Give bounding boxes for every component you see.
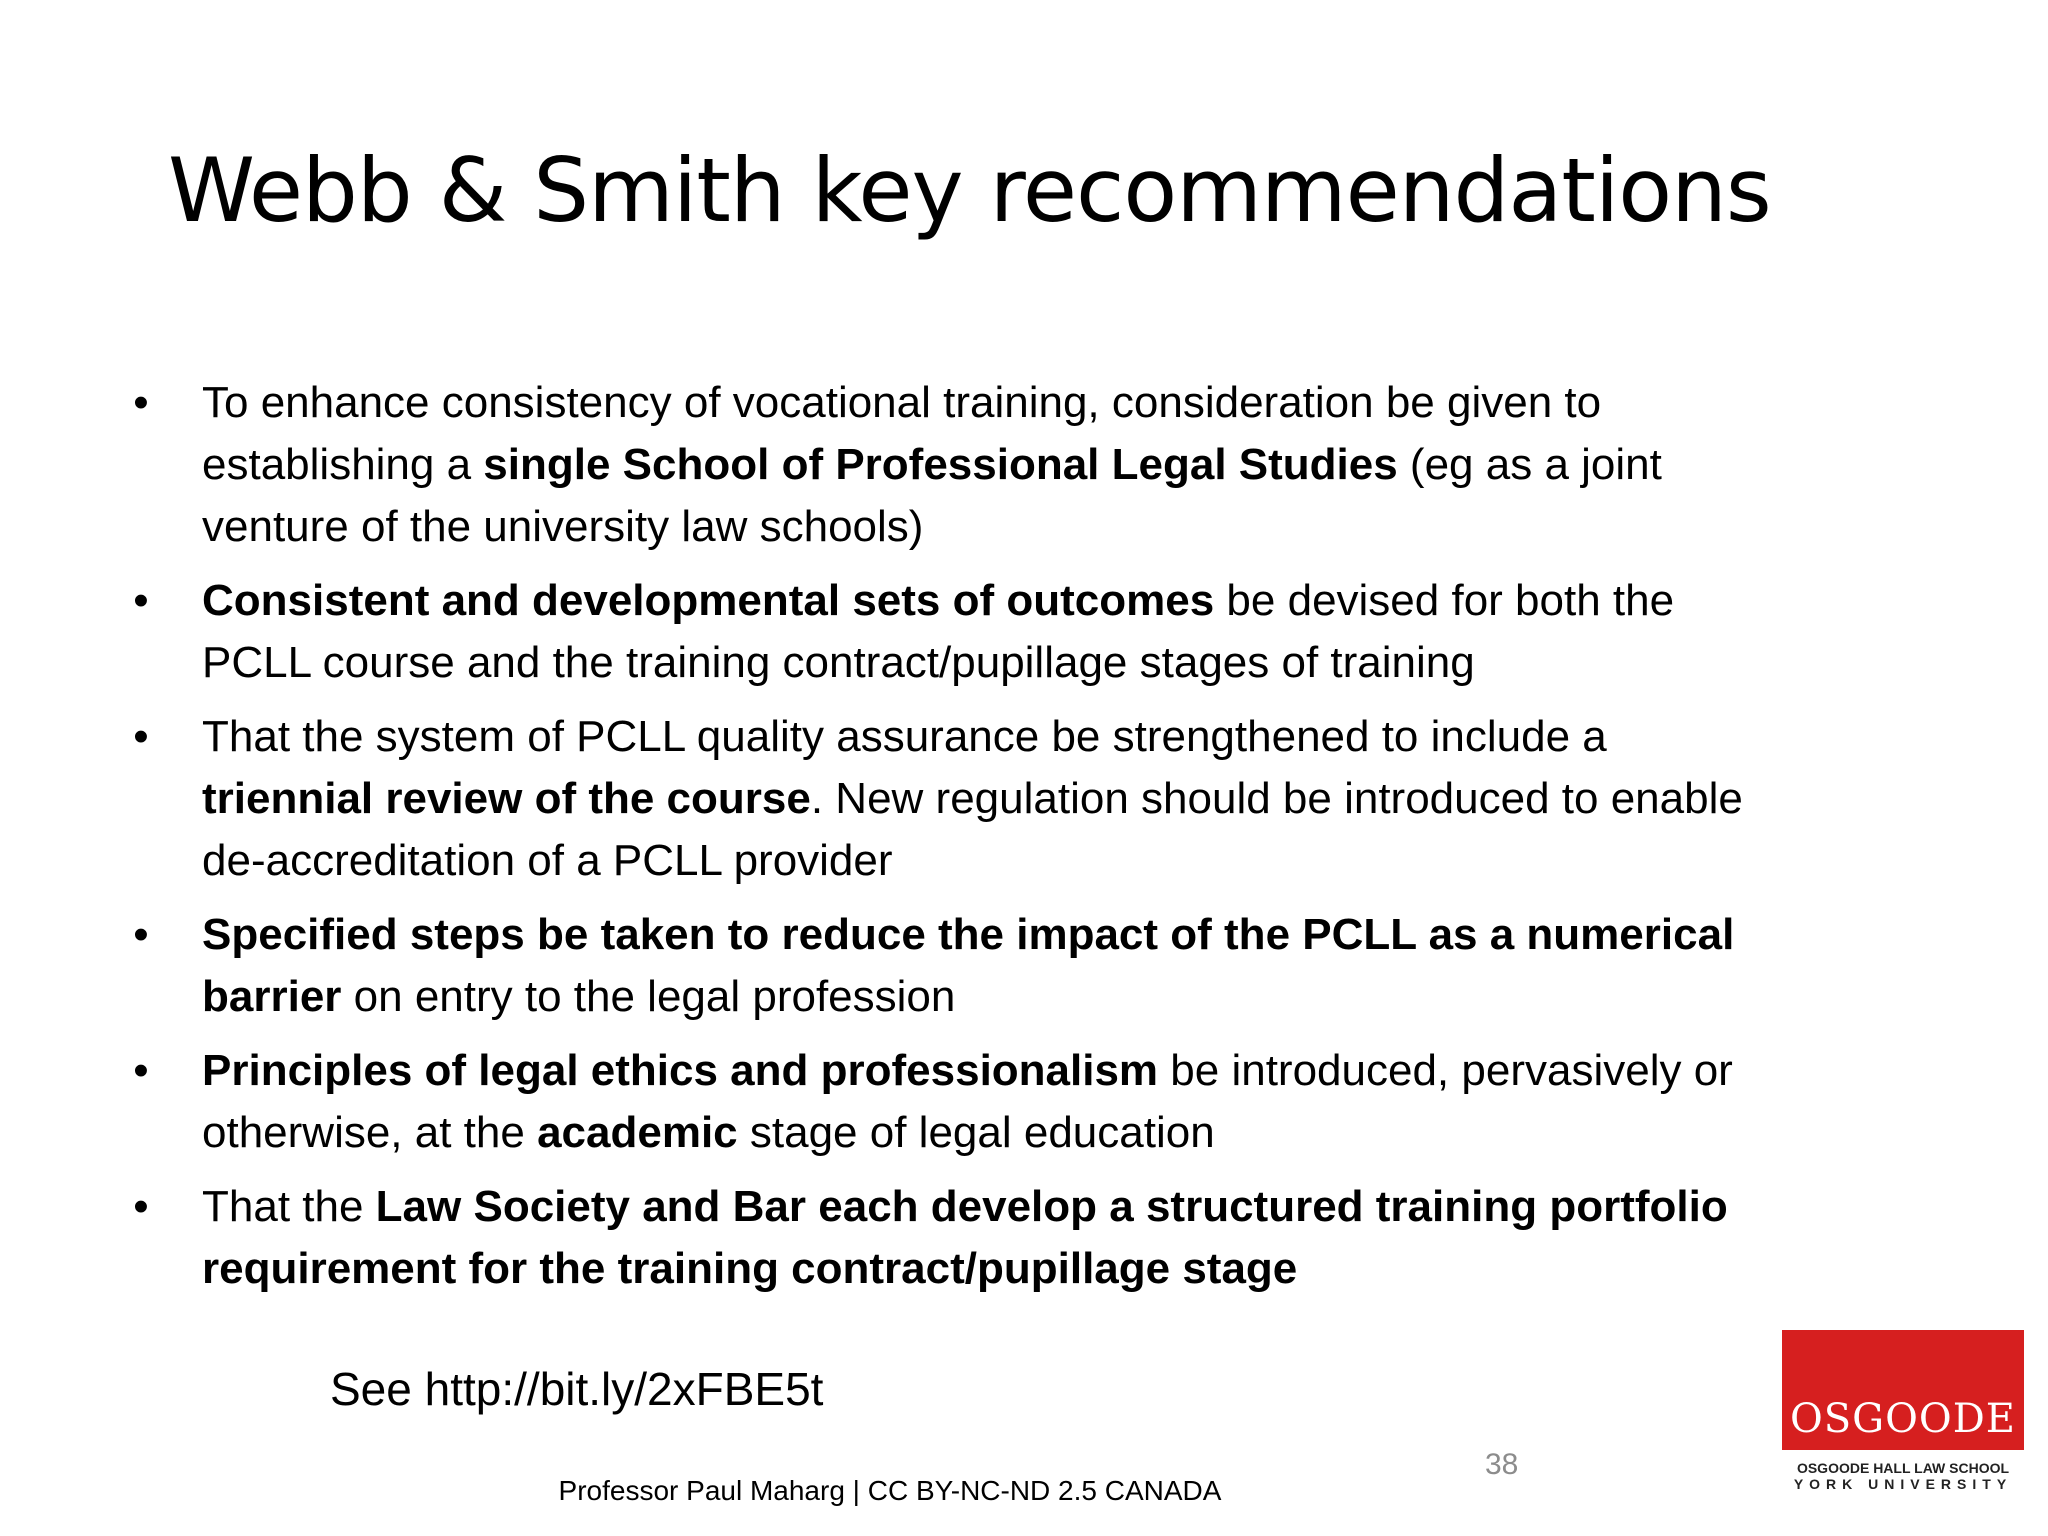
bullet-text: That the system of PCLL quality assurance be strengthened to include a xyxy=(202,712,1607,761)
bullet-bold-text: Consistent and developmental sets of outcomes xyxy=(202,576,1215,625)
bullet-bold-text: Principles of legal ethics and professionalism xyxy=(202,1046,1159,1095)
see-link-text: See http://bit.ly/2xFBE5t xyxy=(330,1363,824,1415)
bullet-text: be devised for both the PCLL course and the training contract/pupillage stages of training xyxy=(202,576,1675,687)
bullet-text: be introduced, pervasively or otherwise, at the xyxy=(202,1046,1733,1157)
footer-credit: Professor Paul Maharg | CC BY-NC-ND 2.5 CANADA xyxy=(558,1475,1222,1506)
bullet-bold-text: Specified steps be taken to reduce the impact of the PCLL as a numerical barrier xyxy=(202,910,1735,1021)
logo-university-name: YORK UNIVERSITY xyxy=(1793,1476,2013,1492)
osgoode-logo xyxy=(1782,1330,2024,1512)
logo-red-box xyxy=(1782,1330,2024,1450)
bullet-item xyxy=(120,904,1760,1028)
bullet-text: . New regulation should be introduced to enable de-accreditation of a PCLL provider xyxy=(202,774,1743,885)
bullet-dot-icon: • xyxy=(133,1046,149,1095)
slide-title: Webb & Smith key recommendations xyxy=(168,139,1771,242)
bullet-dot-icon: • xyxy=(133,1182,149,1231)
bullet-bold-text: Law Society and Bar each develop a structured training portfolio requirement for the training contract/pupillage stage xyxy=(202,1182,1728,1293)
bullet-text: on entry to the legal profession xyxy=(341,972,956,1021)
bullet-dot-icon: • xyxy=(133,712,149,761)
bullet-text: That the xyxy=(202,1182,376,1231)
bullet-item xyxy=(120,1176,1760,1300)
bullet-bold-text: triennial review of the course xyxy=(202,774,811,823)
bullet-dot-icon: • xyxy=(133,576,149,625)
bullet-text: (eg as a joint venture of the university law schools) xyxy=(202,440,1662,551)
bullet-item xyxy=(120,706,1760,892)
bullet-dot-icon: • xyxy=(133,378,149,427)
bullet-text: To enhance consistency of vocational training, consideration be given to establishing a xyxy=(202,378,1602,489)
bullet-item xyxy=(120,570,1760,694)
bullet-text: stage of legal education xyxy=(737,1108,1215,1157)
bullet-item xyxy=(120,372,1760,558)
bullet-bold-text: academic xyxy=(537,1108,738,1157)
logo-school-name: OSGOODE HALL LAW SCHOOL xyxy=(1796,1460,2010,1476)
logo-wordmark: OSGOODE xyxy=(1789,1396,2016,1442)
bullet-item xyxy=(120,1040,1760,1164)
bullet-bold-text: single School of Professional Legal Studies xyxy=(483,440,1398,489)
page-number: 38 xyxy=(1485,1448,1519,1481)
recommendations-list xyxy=(120,372,1760,1312)
bullet-dot-icon: • xyxy=(133,910,149,959)
